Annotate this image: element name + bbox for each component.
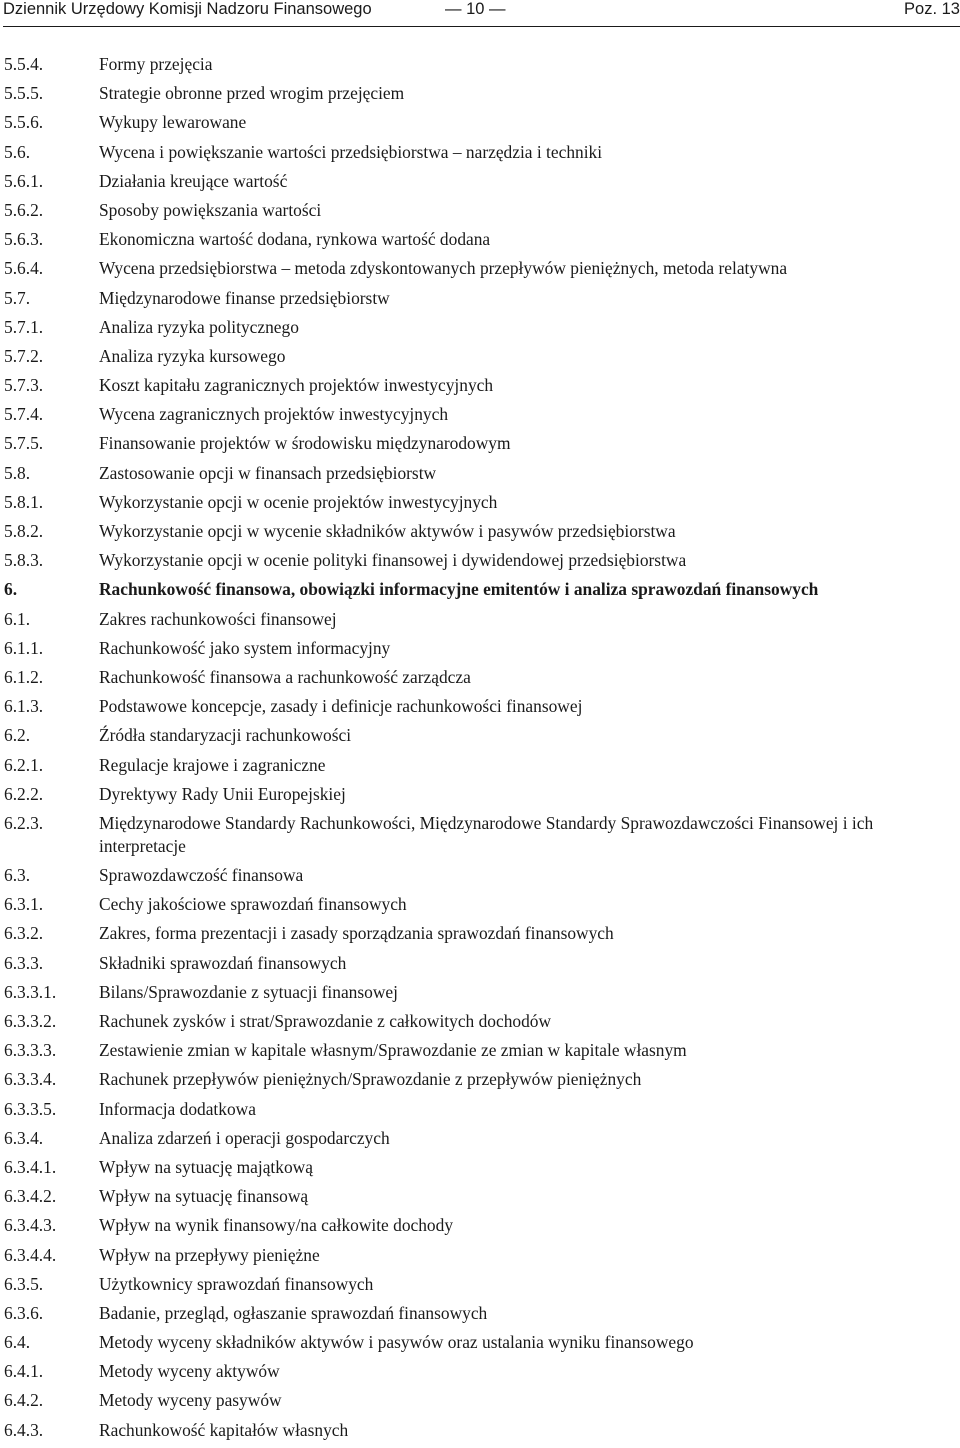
toc-entry bbox=[4, 82, 960, 111]
toc-entry-title: Rachunkowość finansowa, obowiązki informacyjne emitentów i analiza sprawozdań finansowych bbox=[99, 579, 819, 600]
toc-entry bbox=[4, 1068, 960, 1097]
toc-entry bbox=[4, 754, 960, 783]
toc-entry-title: Wycena zagranicznych projektów inwestycyjnych bbox=[99, 404, 449, 425]
toc-entry-number: 6.4.2. bbox=[4, 1390, 44, 1411]
toc-entry-title: Wycena i powiększanie wartości przedsiębiorstwa – narzędzia i techniki bbox=[99, 141, 603, 162]
toc-entry bbox=[4, 1360, 960, 1389]
toc-entry bbox=[4, 199, 960, 228]
toc-entry-title: Ekonomiczna wartość dodana, rynkowa wartość dodana bbox=[99, 229, 491, 250]
toc-entry-title: Wpływ na sytuację majątkową bbox=[99, 1156, 313, 1177]
journal-title: Dziennik Urzędowy Komisji Nadzoru Finansowego bbox=[3, 0, 372, 18]
toc-entry bbox=[4, 812, 960, 864]
toc-entry-number: 6.2. bbox=[4, 725, 31, 746]
toc-entry-number: 5.6.2. bbox=[4, 199, 44, 220]
toc-entry bbox=[4, 666, 960, 695]
toc-entry-number: 6.3.3.2. bbox=[4, 1011, 57, 1031]
toc-entry-title: Dyrektywy Rady Unii Europejskiej bbox=[99, 783, 346, 804]
toc-entry-number: 6.3.2. bbox=[4, 923, 44, 944]
toc-entry bbox=[4, 1214, 960, 1243]
toc-entry-number: 6.1. bbox=[4, 608, 31, 629]
toc-entry bbox=[4, 491, 960, 520]
toc-entry-title: Wykupy lewarowane bbox=[99, 112, 247, 133]
toc-entry-title: Wycena przedsiębiorstwa – metoda zdyskontowanych przepływów pieniężnych, metoda relatywna bbox=[99, 258, 788, 279]
toc-entry-number: 5.8.1. bbox=[4, 491, 44, 512]
toc-entry bbox=[4, 637, 960, 666]
toc-entry-title: Zestawienie zmian w kapitale własnym/Sprawozdanie ze zmian w kapitale własnym bbox=[99, 1040, 687, 1061]
toc-entry-number: 5.6. bbox=[4, 141, 31, 162]
toc-entry bbox=[4, 724, 960, 753]
toc-entry bbox=[4, 111, 960, 140]
toc-entry-number: 5.6.1. bbox=[4, 170, 44, 191]
toc-entry-title: Wykorzystanie opcji w ocenie projektów inwestycyjnych bbox=[99, 491, 498, 512]
toc-entry bbox=[4, 520, 960, 549]
toc-entry-title: Międzynarodowe finanse przedsiębiorstw bbox=[99, 287, 390, 308]
toc-entry-number: 6.3.3. bbox=[4, 952, 44, 973]
toc-entry-number: 6.3. bbox=[4, 865, 31, 886]
toc-entry-title: Sprawozdawczość finansowa bbox=[99, 865, 304, 886]
toc-entry bbox=[4, 1389, 960, 1418]
toc-entry-title: Wykorzystanie opcji w wycenie składników aktywów i pasywów przedsiębiorstwa bbox=[99, 521, 676, 541]
toc-entry-number: 6.2.1. bbox=[4, 754, 44, 775]
toc-entry bbox=[4, 783, 960, 812]
toc-entry bbox=[4, 922, 960, 951]
toc-entry-number: 5.7.1. bbox=[4, 316, 44, 337]
toc-entry bbox=[4, 462, 960, 491]
toc-entry-title: Badanie, przegląd, ogłaszanie sprawozdań finansowych bbox=[99, 1302, 488, 1323]
toc-entry bbox=[4, 287, 960, 316]
toc-entry bbox=[4, 1010, 960, 1039]
toc-entry-title: Zakres rachunkowości finansowej bbox=[99, 608, 337, 629]
toc-entry-title: Rachunek zysków i strat/Sprawozdanie z całkowitych dochodów bbox=[99, 1011, 552, 1031]
toc-entry-title: Wpływ na przepływy pieniężne bbox=[99, 1244, 320, 1265]
toc-entry-title: Sposoby powiększania wartości bbox=[99, 199, 322, 220]
table-of-contents bbox=[4, 53, 960, 1448]
toc-entry-number: 6.3.3.1. bbox=[4, 981, 57, 1002]
toc-entry bbox=[4, 1244, 960, 1273]
toc-entry-number: 5.8.2. bbox=[4, 521, 44, 541]
toc-entry-number: 5.8.3. bbox=[4, 550, 44, 571]
toc-entry-title: Metody wyceny składników aktywów i pasywów oraz ustalania wyniku finansowego bbox=[99, 1332, 694, 1353]
toc-entry bbox=[4, 1039, 960, 1068]
toc-entry-title: Informacja dodatkowa bbox=[99, 1098, 256, 1119]
toc-entry bbox=[4, 403, 960, 432]
toc-entry-number: 6.3.4.4. bbox=[4, 1244, 57, 1265]
toc-entry-number: 6.2.3. bbox=[4, 812, 44, 833]
toc-entry-number: 6.3.4. bbox=[4, 1127, 44, 1148]
toc-entry bbox=[4, 257, 960, 286]
toc-entry-title: Metody wyceny aktywów bbox=[99, 1361, 280, 1382]
toc-entry bbox=[4, 608, 960, 637]
toc-entry bbox=[4, 1331, 960, 1360]
toc-entry-title: Zakres, forma prezentacji i zasady sporządzania sprawozdań finansowych bbox=[99, 923, 614, 944]
toc-entry bbox=[4, 864, 960, 893]
toc-entry bbox=[4, 345, 960, 374]
toc-entry-title: Rachunkowość jako system informacyjny bbox=[99, 637, 391, 658]
toc-entry bbox=[4, 316, 960, 345]
toc-entry bbox=[4, 374, 960, 403]
toc-entry-title: Bilans/Sprawozdanie z sytuacji finansowej bbox=[99, 981, 398, 1002]
toc-entry bbox=[4, 981, 960, 1010]
toc-entry-title: Analiza ryzyka kursowego bbox=[99, 345, 286, 366]
page-number: — 10 — bbox=[445, 0, 506, 18]
toc-entry bbox=[4, 1302, 960, 1331]
toc-entry-number: 5.6.3. bbox=[4, 229, 44, 250]
toc-entry-title: Działania kreujące wartość bbox=[99, 170, 288, 191]
toc-entry-title: Składniki sprawozdań finansowych bbox=[99, 952, 347, 973]
toc-entry bbox=[4, 1127, 960, 1156]
toc-entry-number: 6.4.3. bbox=[4, 1419, 44, 1440]
toc-entry-title: Regulacje krajowe i zagraniczne bbox=[99, 754, 326, 775]
toc-entry-number: 6.4.1. bbox=[4, 1361, 44, 1382]
toc-entry-number: 5.7. bbox=[4, 287, 31, 308]
toc-entry-title: Rachunkowość finansowa a rachunkowość zarządcza bbox=[99, 666, 471, 687]
toc-entry-number: 6.3.3.5. bbox=[4, 1098, 57, 1119]
toc-entry bbox=[4, 893, 960, 922]
toc-entry-title: Zastosowanie opcji w finansach przedsiębiorstw bbox=[99, 462, 437, 483]
toc-entry-number: 6.1.3. bbox=[4, 696, 44, 717]
toc-entry-title: Analiza ryzyka politycznego bbox=[99, 316, 299, 337]
toc-entry-number: 6.3.4.3. bbox=[4, 1215, 57, 1236]
toc-entry-title: Formy przejęcia bbox=[99, 54, 213, 74]
toc-entry bbox=[4, 1419, 960, 1448]
toc-entry-number: 5.8. bbox=[4, 462, 31, 483]
toc-entry-title: Strategie obronne przed wrogim przejęciem bbox=[99, 83, 405, 104]
toc-entry-number: 6. bbox=[4, 579, 18, 600]
toc-entry-number: 5.6.4. bbox=[4, 258, 44, 279]
toc-entry bbox=[4, 578, 960, 607]
toc-entry-number: 6.3.4.2. bbox=[4, 1186, 57, 1207]
toc-entry-number: 6.3.3.4. bbox=[4, 1069, 57, 1090]
toc-entry-title: Cechy jakościowe sprawozdań finansowych bbox=[99, 894, 407, 915]
toc-entry-title: Wpływ na sytuację finansową bbox=[99, 1186, 309, 1207]
toc-entry-number: 5.7.5. bbox=[4, 433, 44, 454]
toc-entry-number: 6.4. bbox=[4, 1332, 31, 1353]
toc-entry-number: 6.3.6. bbox=[4, 1302, 44, 1323]
toc-entry bbox=[4, 1098, 960, 1127]
toc-entry bbox=[4, 1156, 960, 1185]
toc-entry-number: 5.7.2. bbox=[4, 345, 44, 366]
toc-entry bbox=[4, 549, 960, 578]
toc-entry-title: Źródła standaryzacji rachunkowości bbox=[99, 725, 352, 746]
toc-entry bbox=[4, 952, 960, 981]
toc-entry-title: Podstawowe koncepcje, zasady i definicje rachunkowości finansowej bbox=[99, 696, 583, 717]
toc-entry-title: Międzynarodowe Standardy Rachunkowości, Międzynarodowe Standardy Sprawozdawczości Finansowej i ich interpretacje bbox=[99, 812, 874, 856]
page-header bbox=[3, 0, 960, 27]
toc-entry-title: Finansowanie projektów w środowisku międzynarodowym bbox=[99, 433, 511, 454]
toc-entry-number: 6.1.1. bbox=[4, 637, 44, 658]
toc-entry-number: 6.1.2. bbox=[4, 666, 44, 687]
toc-entry-number: 6.3.5. bbox=[4, 1273, 44, 1294]
toc-entry-number: 5.5.6. bbox=[4, 112, 44, 133]
toc-entry-number: 5.5.5. bbox=[4, 83, 44, 104]
toc-entry-number: 5.7.3. bbox=[4, 375, 44, 396]
toc-entry-title: Rachunkowość kapitałów własnych bbox=[99, 1419, 349, 1440]
toc-entry-number: 6.3.3.3. bbox=[4, 1040, 57, 1061]
toc-entry-number: 5.5.4. bbox=[4, 54, 44, 74]
toc-entry-number: 6.3.1. bbox=[4, 894, 44, 915]
toc-entry-title: Wpływ na wynik finansowy/na całkowite dochody bbox=[99, 1215, 454, 1236]
toc-entry-title: Koszt kapitału zagranicznych projektów inwestycyjnych bbox=[99, 375, 494, 396]
toc-entry bbox=[4, 141, 960, 170]
toc-entry-title: Użytkownicy sprawozdań finansowych bbox=[99, 1273, 374, 1294]
toc-entry bbox=[4, 1273, 960, 1302]
toc-entry-title: Wykorzystanie opcji w ocenie polityki finansowej i dywidendowej przedsiębiorstwa bbox=[99, 550, 687, 571]
toc-entry bbox=[4, 228, 960, 257]
position-number: Poz. 13 bbox=[904, 0, 960, 18]
toc-entry bbox=[4, 432, 960, 461]
toc-entry-number: 5.7.4. bbox=[4, 404, 44, 425]
toc-entry bbox=[4, 695, 960, 724]
toc-entry bbox=[4, 53, 960, 82]
toc-entry-title: Analiza zdarzeń i operacji gospodarczych bbox=[99, 1127, 390, 1148]
toc-entry-title: Rachunek przepływów pieniężnych/Sprawozdanie z przepływów pieniężnych bbox=[99, 1069, 642, 1090]
toc-entry bbox=[4, 170, 960, 199]
toc-entry bbox=[4, 1185, 960, 1214]
toc-entry-number: 6.2.2. bbox=[4, 783, 44, 804]
toc-entry-number: 6.3.4.1. bbox=[4, 1156, 57, 1177]
toc-entry-title: Metody wyceny pasywów bbox=[99, 1390, 282, 1411]
